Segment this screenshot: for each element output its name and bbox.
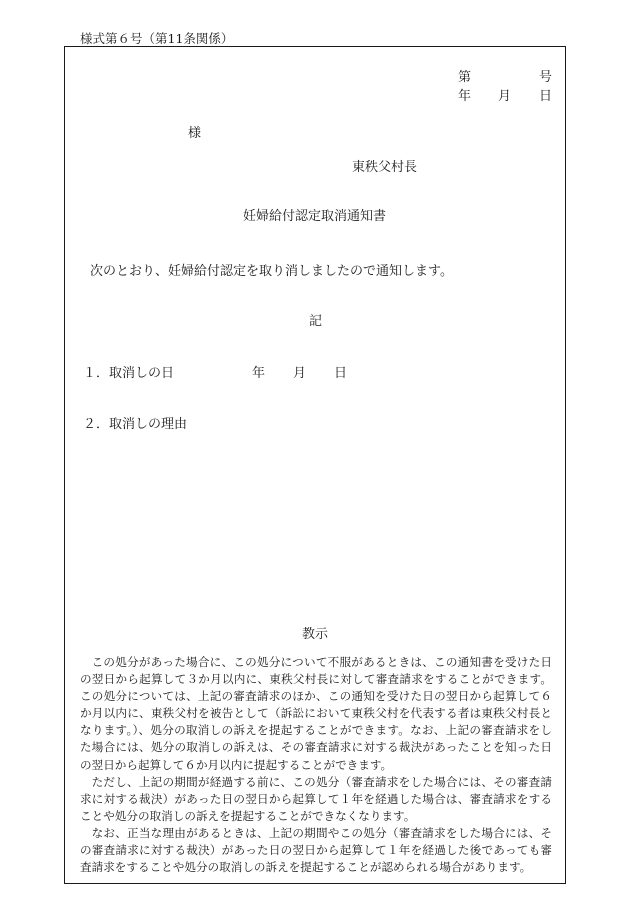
- cancellation-reason-label: ２．取消しの理由: [83, 417, 188, 432]
- issue-date-day: 日: [539, 89, 553, 104]
- form-number-label: 様式第６号（第11条関係）: [80, 31, 234, 46]
- issue-date-month: 月: [498, 89, 512, 104]
- kyoji-paragraph-2: ただし、上記の期間が経過する前に、この処分（審査請求をした場合には、その審査請求に対する裁決）があった日の翌日から起算して１年を経過した場合は、審査請求をすることや処分の取消しの訴えを提起することができなくなります。: [80, 774, 552, 823]
- document-number-prefix: 第: [458, 70, 472, 85]
- kyoji-paragraph-1: この処分があった場合に、この処分について不服があるときは、この通知書を受けた日の翌日から起算して３か月以内に、東秩父村長に対して審査請求をすることができます。この処分については、上記の審査請求のほか、この通知を受けた日の翌日から起算して６か月以内に、東秩父村を被告として（訴訟において東秩父村を代表する者は東秩父村長となります。）、処分の取消しの訴えを提起することができます。なお、上記の審査請求をした場合には、処分の取消しの訴えは、その審査請求に対する裁決があったことを知った日の翌日から起算して６か月以内に提起することができます。: [80, 655, 552, 772]
- document-number-suffix: 号: [539, 70, 553, 85]
- cancellation-date-label: １．取消しの日: [83, 366, 175, 381]
- kyoji-heading: 教示: [302, 627, 329, 642]
- issue-date-year: 年: [458, 89, 472, 104]
- kyoji-paragraph-3: なお、正当な理由があるときは、上記の期間やこの処分（審査請求をした場合には、その審査請求に対する裁決）があった日の翌日から起算して１年を経過した後であっても審査請求をすることや処分の取消しの訴えを提起することが認められる場合があります。: [80, 825, 552, 875]
- kyoji-text: [80, 654, 552, 876]
- notice-body: 次のとおり、妊婦給付認定を取り消しましたので通知します。: [90, 264, 453, 279]
- issuer-name: 東秩父村長: [352, 160, 418, 175]
- ki-heading: 記: [309, 314, 323, 329]
- cancellation-date-month: 月: [293, 366, 307, 381]
- document-title: 妊婦給付認定取消通知書: [243, 209, 387, 224]
- addressee-suffix: 様: [188, 126, 202, 141]
- cancellation-date-day: 日: [334, 366, 348, 381]
- cancellation-date-year: 年: [252, 366, 266, 381]
